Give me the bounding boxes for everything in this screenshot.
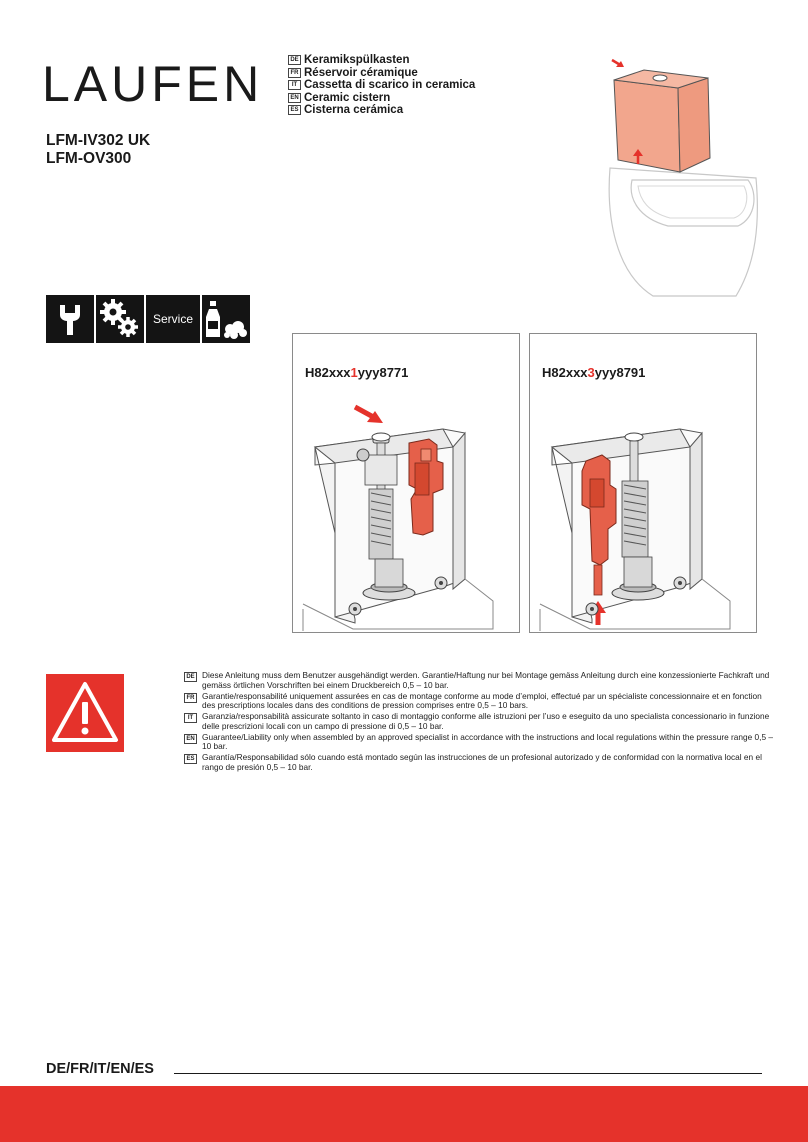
variant-code: [542, 365, 645, 380]
product-title: Ceramic cistern: [304, 91, 391, 104]
warranty-row: [184, 733, 774, 752]
warranty-row: [184, 712, 774, 731]
warranty-row: [184, 692, 774, 711]
cleaning-products-icon: [202, 295, 250, 343]
title-row: [288, 54, 475, 67]
toilet-illustration: [598, 58, 768, 304]
title-row: [288, 104, 475, 117]
warranty-row: [184, 671, 774, 690]
brand-name: LAUFEN: [42, 56, 264, 108]
pictogram-row: [46, 295, 250, 343]
language-code: ES: [288, 105, 301, 115]
footer-accent-bar: [0, 1086, 808, 1142]
model-number: LFM-IV302 UK: [46, 132, 151, 149]
language-code: IT: [184, 713, 197, 723]
code-highlight-digit: 3: [587, 365, 595, 380]
cistern-cutaway-illustration: [293, 389, 519, 631]
code-suffix: yyy8791: [594, 365, 646, 380]
variant-panel-1: [292, 333, 520, 633]
cistern-cutaway-illustration: [530, 389, 756, 631]
wrench-icon: [46, 295, 94, 343]
title-row: [288, 79, 475, 92]
model-number: LFM-OV300: [46, 150, 132, 167]
language-code: ES: [184, 754, 197, 764]
service-label-box: [146, 295, 200, 343]
footer-languages: DE/FR/IT/EN/ES: [46, 1061, 154, 1077]
title-row: [288, 92, 475, 105]
warranty-text: Garanzia/responsabilità assicurate soltanto in caso di montaggio conforme alle istruzioni per l’uso e eseguito da uno specialista concessionario in funzione delle prescrizioni locali con un campo di pressione di 0,5 – 10 bar.: [202, 711, 770, 731]
code-highlight-digit: 1: [350, 365, 358, 380]
product-title: Réservoir céramique: [304, 66, 418, 79]
footer-rule: [174, 1073, 762, 1074]
language-code: EN: [184, 734, 197, 744]
product-title: Cassetta di scarico in ceramica: [304, 79, 476, 92]
code-prefix: H82xxx: [305, 365, 351, 380]
variant-code: [305, 365, 408, 380]
gears-icon: [96, 295, 144, 343]
product-title: Cisterna cerámica: [304, 104, 404, 117]
service-label: Service: [152, 312, 193, 326]
product-title-list: [288, 54, 475, 117]
product-title: Keramikspülkasten: [304, 54, 410, 67]
title-row: [288, 67, 475, 80]
code-suffix: yyy8771: [357, 365, 409, 380]
warranty-text: Garantie/responsabilité uniquement assurées en cas de montage conforme au mode d’emploi, effectué par un spécialiste concessionnaire et en fonction des prescriptions locales dans des conditions de pression comprises entre 0,5 – 10 bars.: [202, 690, 762, 711]
language-code: DE: [184, 672, 197, 682]
variant-panel-2: [529, 333, 757, 633]
warning-icon: [46, 674, 124, 752]
warranty-text: Diese Anleitung muss dem Benutzer ausgehändigt werden. Garantie/Haftung nur bei Montage gemäss Anleitung durch eine konzessionierte Fachkraft und gemäss örtlichen Vorschriften bei einem Druckbereich 0,5 – 10 bar.: [202, 670, 770, 690]
language-code: FR: [288, 68, 301, 78]
laufen-logo: [42, 56, 278, 108]
warranty-text: Garantía/Responsabilidad sólo cuando está montado según las instrucciones de un profesional autorizado y de conformidad con la normativa local en el rango de presión 0,5 – 10 bar.: [202, 752, 762, 772]
language-code: DE: [288, 55, 301, 65]
warranty-text: Guarantee/Liability only when assembled by an approved specialist in accordance with the instructions and local regulations within the pressure range 0,5 – 10 bar.: [202, 731, 773, 752]
language-code: EN: [288, 93, 301, 103]
warranty-row: [184, 753, 774, 772]
language-code: IT: [288, 80, 301, 90]
warranty-notice: [184, 671, 774, 774]
code-prefix: H82xxx: [542, 365, 588, 380]
language-code: FR: [184, 693, 197, 703]
